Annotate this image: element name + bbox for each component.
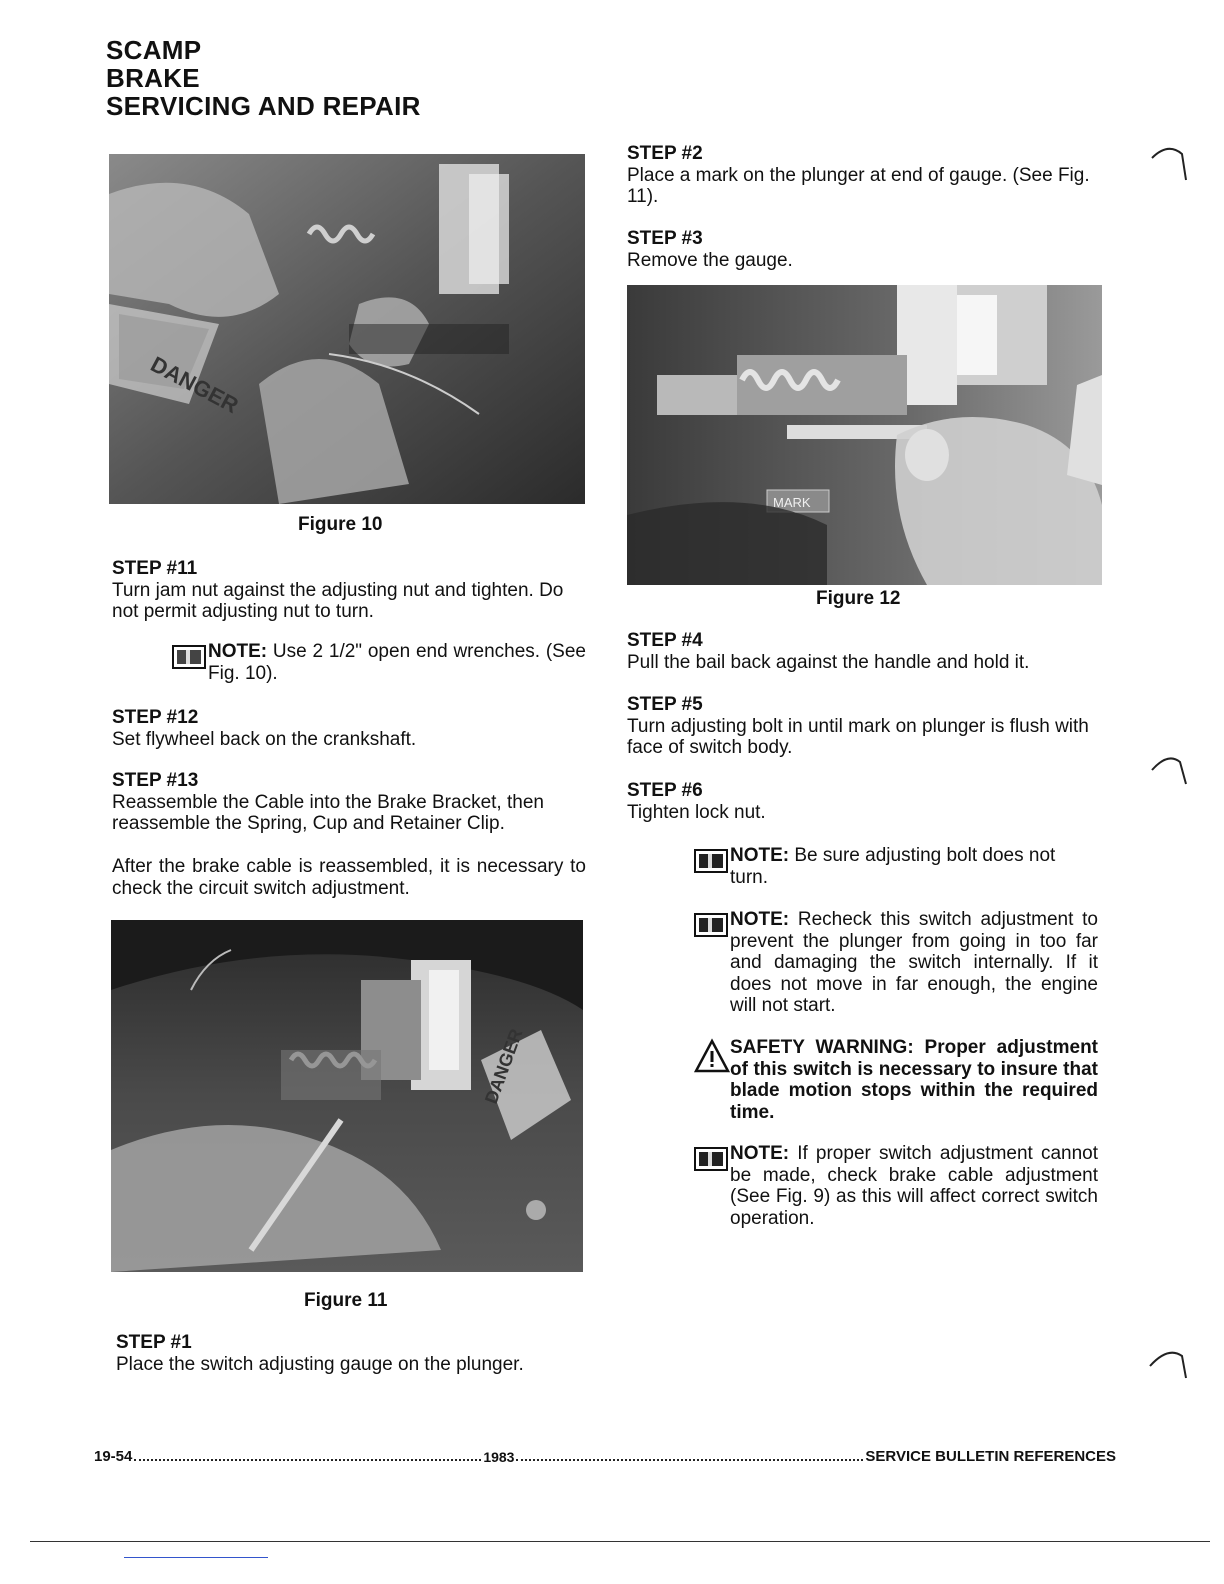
footer-year: 1983 — [483, 1449, 515, 1465]
figure-12-photo — [627, 285, 1102, 585]
page-number: 19-54 — [94, 1448, 133, 1465]
note-label: NOTE: — [730, 909, 790, 930]
step-3-body: Remove the gauge. — [627, 249, 793, 271]
binding-hole-mark — [1148, 1342, 1192, 1392]
step-12-heading: STEP #12 — [112, 707, 199, 728]
step-3-heading: STEP #3 — [627, 228, 703, 249]
step-12 — [112, 707, 586, 750]
step-2-body: Place a mark on the plunger at end of gauge. (See Fig. 11). — [627, 164, 1090, 207]
figure-10-photo — [109, 154, 585, 504]
figure-10-caption: Figure 10 — [298, 514, 383, 535]
step-2-heading: STEP #2 — [627, 143, 703, 164]
step-3 — [627, 228, 1101, 271]
step-13 — [112, 770, 586, 835]
step-1 — [116, 1332, 590, 1375]
note-label: NOTE: — [730, 1143, 790, 1164]
step-6-body: Tighten lock nut. — [627, 801, 766, 823]
footer-dot-leader — [134, 1459, 481, 1461]
step-1-body: Place the switch adjusting gauge on the plunger. — [116, 1353, 524, 1375]
step-11 — [112, 558, 586, 623]
svg-text:DANGER: DANGER — [146, 351, 243, 419]
footer-dot-leader — [516, 1459, 863, 1461]
step-5 — [627, 694, 1101, 759]
figure-12-caption: Figure 12 — [816, 588, 901, 609]
binding-hole-mark — [1150, 748, 1190, 798]
figure-11-caption: Figure 11 — [304, 1290, 388, 1311]
warning-triangle-icon — [694, 1037, 730, 1075]
step-13-body: Reassemble the Cable into the Brake Bracket, then reassemble the Spring, Cup and Retainer Clip. — [112, 791, 544, 834]
note-label: NOTE: — [208, 641, 268, 662]
note-icon — [694, 913, 730, 937]
binding-hole-mark — [1150, 140, 1190, 210]
title-line-servicing: SERVICING AND REPAIR — [106, 91, 421, 121]
page-title — [106, 36, 421, 120]
bottom-underline — [124, 1557, 268, 1558]
step-5-heading: STEP #5 — [627, 694, 703, 715]
step-2 — [627, 143, 1101, 208]
title-line-brake: BRAKE — [106, 63, 200, 93]
note-text: If proper switch adjustment cannot be made, check brake cable adjustment (See Fig. 9) as this will affect correct switch operation. — [730, 1143, 1098, 1229]
paragraph-circuit-switch: After the brake cable is reassembled, it is necessary to check the circuit switch adjustment. — [112, 856, 586, 899]
step-4-heading: STEP #4 — [627, 630, 703, 651]
step-4 — [627, 630, 1101, 673]
step-11-body: Turn jam nut against the adjusting nut and tighten. Do not permit adjusting nut to turn. — [112, 579, 564, 622]
step-1-heading: STEP #1 — [116, 1332, 192, 1353]
step-6-heading: STEP #6 — [627, 780, 703, 801]
title-line-scamp: SCAMP — [106, 35, 202, 65]
figure-11-photo — [111, 920, 583, 1272]
footer-reference: SERVICE BULLETIN REFERENCES — [865, 1448, 1116, 1465]
bottom-rule — [30, 1541, 1210, 1542]
step-6 — [627, 780, 1101, 823]
safety-warning-text: SAFETY WARNING: Proper adjustment of this switch is necessary to insure that blade motion stops within the required time. — [730, 1037, 1098, 1123]
note-icon — [694, 849, 730, 873]
note-wrenches — [172, 641, 586, 684]
safety-warning — [694, 1037, 1098, 1123]
step-4-body: Pull the bail back against the handle and hold it. — [627, 651, 1030, 673]
note-label: NOTE: — [730, 845, 790, 866]
step-11-heading: STEP #11 — [112, 558, 198, 579]
note-cable-adjustment — [694, 1143, 1098, 1229]
step-13-heading: STEP #13 — [112, 770, 199, 791]
step-5-body: Turn adjusting bolt in until mark on plunger is flush with face of switch body. — [627, 715, 1089, 758]
note-adjusting-bolt — [694, 845, 1098, 888]
svg-text:DANGER: DANGER — [480, 1026, 527, 1107]
note-icon — [694, 1147, 730, 1171]
note-text: Be sure adjusting bolt does not turn. — [730, 845, 1056, 888]
step-12-body: Set flywheel back on the crankshaft. — [112, 728, 417, 750]
page-footer — [94, 1448, 1116, 1465]
note-recheck — [694, 909, 1098, 1017]
note-text: Recheck this switch adjustment to prevent the plunger from going in too far and damaging the switch internally. If it does not move in far enough, the engine will not start. — [730, 909, 1098, 1016]
note-icon — [172, 645, 208, 669]
note-text: Use 2 1/2" open end wrenches. (See Fig. 10). — [208, 641, 586, 684]
figure-12-mark-label: MARK — [773, 495, 811, 510]
